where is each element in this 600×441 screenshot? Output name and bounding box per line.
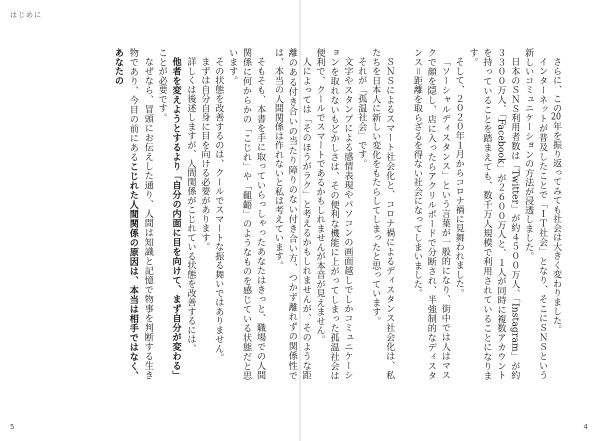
right-page-paragraph: 文字やスタンプによる感情表現やパソコンの画面越しでしかコミュニケーションを取れないもどかしさは、その便利な機能に上がってしまった孤温社会は便利で、クールでスマートであるかもしれませんが本音が見えません。 — [314, 48, 353, 380]
running-head: はじめに — [10, 11, 42, 19]
left-page-paragraph: そもそも、本書を手に取っていらっしゃったあなたはきっと、職場での人間関係に何からかの「こじれ」や「齟齬」のようなものを感じている状態だと思います。 — [227, 48, 265, 380]
right-page-paragraph — [395, 48, 409, 380]
page-number-right: 4 — [583, 423, 588, 431]
right-page-paragraph: 人によっては「そのほうがラク」と考えるかもしれませんが、そのような距離のある付き合いの当たり障りのない付き合い方、つかず離れずの関係性では、本当の人間関係は作れないと私は考えています。 — [272, 48, 311, 380]
right-page-paragraph: ＳＮＳによるスマート社会化と、コロナ禍によるディスタンス社会化は、私たちを日本人に新しい変化をもたらしてしまったと思っています。 — [370, 48, 395, 380]
right-page-paragraph: さらに、この20年を振り返ってみても社会は大きく変わりました。 — [551, 57, 562, 335]
page-number-left: 5 — [10, 423, 15, 431]
right-page-paragraph: インターネットが普及したことで「ＩＴ社会」となり、そこにＳＮＳという新しいコミュニケーションの方法が浸透しました。 — [523, 48, 548, 380]
right-page-paragraph: 日本のＳＮＳ利用者数は「Twitter」が約４５００万人、「Instagram」が約３３００万人、「Facebook」が２６００万人と、１人が同時に複数アカウントを持っていることを踏まえても、数千万人規模で利用されていることになります。 — [467, 48, 520, 380]
right-page-paragraph: 「ソーシャルディスタンス」という言葉が一般的になり、街中では人はマスクで顔を隠し、店に入ったらアクリルボードで分断され、半強制的なディスタンス＝距離を取らざるを得ない社会になってしまいました。 — [411, 48, 450, 380]
left-page-paragraph: 他者を変えようとするより「自分の内面に目を向けて、まず自分が変わる」ことが必要です。 — [156, 48, 182, 380]
left-page-paragraph: まずは自分自身に目を向ける必要があります。 — [199, 57, 210, 252]
left-page-paragraph: 詳しくは後述しますが、人間関係がこじれている状態を改善するには、 — [185, 57, 196, 354]
right-page-paragraph: それが「孤温社会」です。 — [356, 57, 367, 169]
left-page-text — [70, 48, 266, 380]
left-page-paragraph: その状態を改善するのは、クールでスマートな振る舞いではありません。 — [213, 57, 224, 363]
right-page-paragraph: そして、２０２０年１月からコロナ禍に見舞われました。 — [453, 57, 464, 298]
right-page-text — [272, 48, 562, 380]
left-page-paragraph: なぜなら、冒頭にお伝えした通り、人間は知識と記憶で物事を判断する生き物であり、今目の前にあるこじれた人間関係の原因は、本当は相手ではなく、あなたの — [112, 48, 153, 381]
